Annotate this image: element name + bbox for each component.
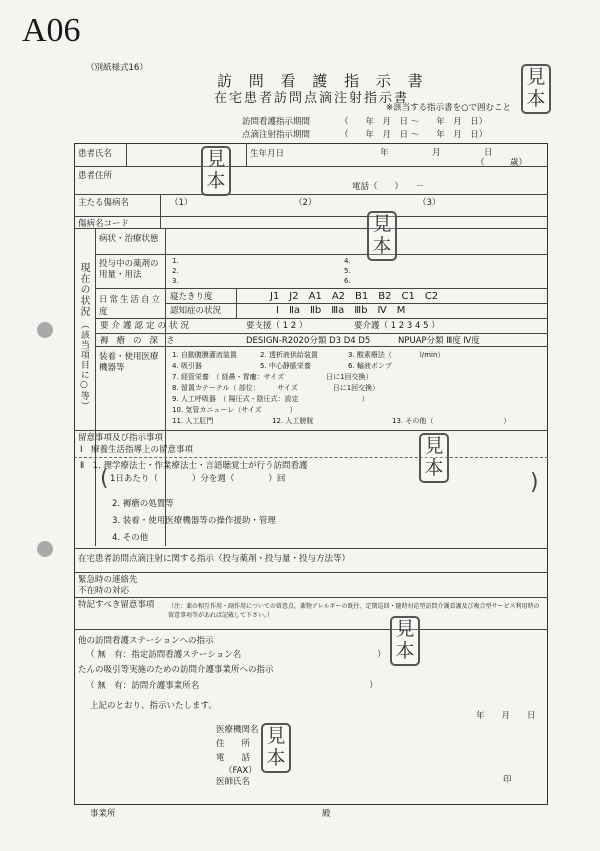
suction-instruction-line: （ 無 有：訪問介護事業所名 ） [86, 681, 378, 691]
period-range-iv: （ 年 月 日 ～ 年 月 日） [340, 130, 488, 140]
dob-month-unit: 月 [432, 148, 441, 158]
med-num-5: 5. [344, 267, 351, 275]
honorific-label: 殿 [322, 809, 331, 819]
phone-label: 電話（ ） － [352, 182, 425, 192]
sample-stamp: 見 本 [261, 723, 291, 773]
device-4: 4. 吸引器 [172, 362, 202, 370]
suction-instruction-label: たんの吸引等実施のための訪問介護事業所への指示 [78, 665, 274, 675]
device-13: 13. その他（ ） [392, 417, 511, 425]
instructions-section-1: Ⅰ 療養生活指導上の留意事項 [80, 445, 194, 455]
period-label-visit: 訪問看護指示期間 [242, 117, 311, 127]
device-6: 6. 輸液ポンプ [348, 362, 392, 370]
diagnosis-slot-2: （2） [294, 198, 317, 208]
instruction-note: ※該当する指示書を○で囲むこと [386, 103, 512, 113]
instruction-item-2: 2. 褥瘡の処置等 [112, 499, 174, 509]
institution-address-label: 住 所 [216, 739, 251, 749]
device-9: 9. 人工呼吸器 （ 陽圧式・陰圧式：設定 ） [172, 395, 369, 403]
dementia-label: 認知症の状況 [170, 306, 222, 316]
sample-stamp: 見 本 [419, 433, 449, 483]
diagnosis-slot-1: （1） [170, 198, 193, 208]
bedridden-values: J1 J2 A1 A2 B1 B2 C1 C2 [270, 291, 439, 302]
period-label-iv: 点滴注射指示期間 [242, 130, 311, 140]
device-2: 2. 透析液供給装置 [260, 351, 318, 359]
other-station-label: 他の訪問看護ステーションへの指示 [78, 636, 214, 646]
patient-name-label: 患者氏名 [78, 149, 113, 159]
med-num-3: 3. [172, 277, 179, 285]
instruction-item-4: 4. その他 [112, 533, 149, 543]
dementia-values: Ⅰ Ⅱa Ⅱb Ⅲa Ⅲb Ⅳ M [276, 305, 406, 316]
dob-year-unit: 年 [380, 148, 389, 158]
diagnosis-slot-3: （3） [418, 198, 441, 208]
status-side-sub: （該当項目に○等） [78, 320, 89, 411]
disease-label: 病状・治療状態 [99, 234, 159, 244]
sample-stamp: 見 本 [521, 64, 551, 114]
page-subtitle: 在宅患者訪問点滴注射指示書 [214, 91, 410, 106]
device-label: 装着・使用医療機器等 [99, 352, 159, 374]
absence-response-label: 不在時の対応 [78, 586, 130, 596]
patient-address-label: 患者住所 [78, 171, 113, 181]
institution-label: 医療機関名 [216, 725, 259, 735]
sample-stamp: 見 本 [367, 211, 397, 261]
form-number: （別紙様式16） [86, 63, 148, 73]
iv-header: 在宅患者訪問点滴注射に関する指示（投与薬剤・投与量・投与方法等） [78, 554, 351, 564]
seal-mark: 印 [503, 775, 512, 785]
special-notes-text: （注：薬の相互作用・副作用についての留意点、薬物アレルギーの既往、定期巡回・随時対応型訪問介護看護及び複合型サービス利用時の留意事項等があれば記載して下さい。） [168, 603, 540, 619]
status-side-label: 現在の状況 [78, 262, 89, 317]
instructions-header: 留意事項及び指示事項 [78, 433, 164, 443]
period-range-visit: （ 年 月 日 ～ 年 月 日） [340, 117, 488, 127]
institution-phone-label: 電 話 [216, 753, 251, 763]
device-1: 1. 自動腹膜灌流装置 [172, 351, 237, 359]
medication-label: 投与中の薬剤の用量・用法 [99, 259, 159, 280]
adl-label: 日常生活自立度 [99, 295, 163, 318]
med-num-1: 1. [172, 257, 179, 265]
declaration-text: 上記のとおり、指示いたします。 [90, 701, 217, 711]
other-station-line: （ 無 有：指定訪問看護ステーション名 ） [86, 650, 386, 660]
pressure-ulcer-label: 褥瘡の深さ [100, 336, 183, 346]
dob-label: 生年月日 [250, 149, 285, 159]
punch-hole-bottom [37, 541, 53, 557]
document-code: A06 [22, 12, 81, 49]
device-10: 10. 気管カニューレ（サイズ ） [172, 406, 297, 414]
diagnosis-code-label: 傷病名コード [78, 219, 130, 229]
punch-hole-top [37, 322, 53, 338]
instruction-item-3: 3. 装着・使用医療機器等の操作援助・管理 [112, 516, 276, 526]
care-level: 要介護（ 1 2 3 4 5 ） [354, 321, 440, 331]
sample-stamp: 見 本 [390, 616, 420, 666]
pressure-npuap: NPUAP分類 Ⅲ度 Ⅳ度 [398, 336, 480, 346]
device-12: 12. 人工膀胱 [272, 417, 314, 425]
med-num-2: 2. [172, 267, 179, 275]
care-cert-label: 要介護認定の状況 [100, 321, 193, 331]
age-unit: （ 歳） [476, 158, 528, 168]
office-label: 事業所 [90, 809, 116, 819]
support-level: 要支援（ 1 2 ） [246, 321, 308, 331]
pressure-design: DESIGN-R2020分類 D3 D4 D5 [246, 336, 371, 346]
med-num-6: 6. [344, 277, 351, 285]
device-11: 11. 人工肛門 [172, 417, 214, 425]
sample-stamp: 見 本 [201, 146, 231, 196]
dob-day-unit: 日 [484, 148, 493, 158]
institution-fax-label: （FAX） [224, 766, 257, 776]
instructions-section-2: Ⅱ 1. 理学療法士・作業療法士・言語聴覚士が行う訪問看護 [80, 461, 308, 471]
issue-date: 年 月 日 [476, 711, 536, 721]
device-7: 7. 経管栄養 （ 経鼻・胃瘻：サイズ 日に1回交換） [172, 373, 373, 381]
bedridden-label: 寝たきり度 [170, 292, 213, 302]
diagnosis-label: 主たる傷病名 [78, 198, 130, 208]
page-title: 訪 問 看 護 指 示 書 [217, 72, 429, 90]
frequency-text: 1日あたり（ ）分を週（ ）回 [110, 474, 286, 484]
med-num-4: 4. [344, 257, 351, 265]
device-3: 3. 酸素療法（ l/min） [348, 351, 445, 359]
device-8: 8. 留置カテーテル（ 部位： サイズ 日に1回交換） [172, 384, 380, 392]
special-notes-label: 特記すべき留意事項 [78, 600, 155, 610]
doctor-name-label: 医師氏名 [216, 777, 251, 787]
emergency-contact-label: 緊急時の連絡先 [78, 575, 138, 585]
device-5: 5. 中心静脈栄養 [260, 362, 311, 370]
